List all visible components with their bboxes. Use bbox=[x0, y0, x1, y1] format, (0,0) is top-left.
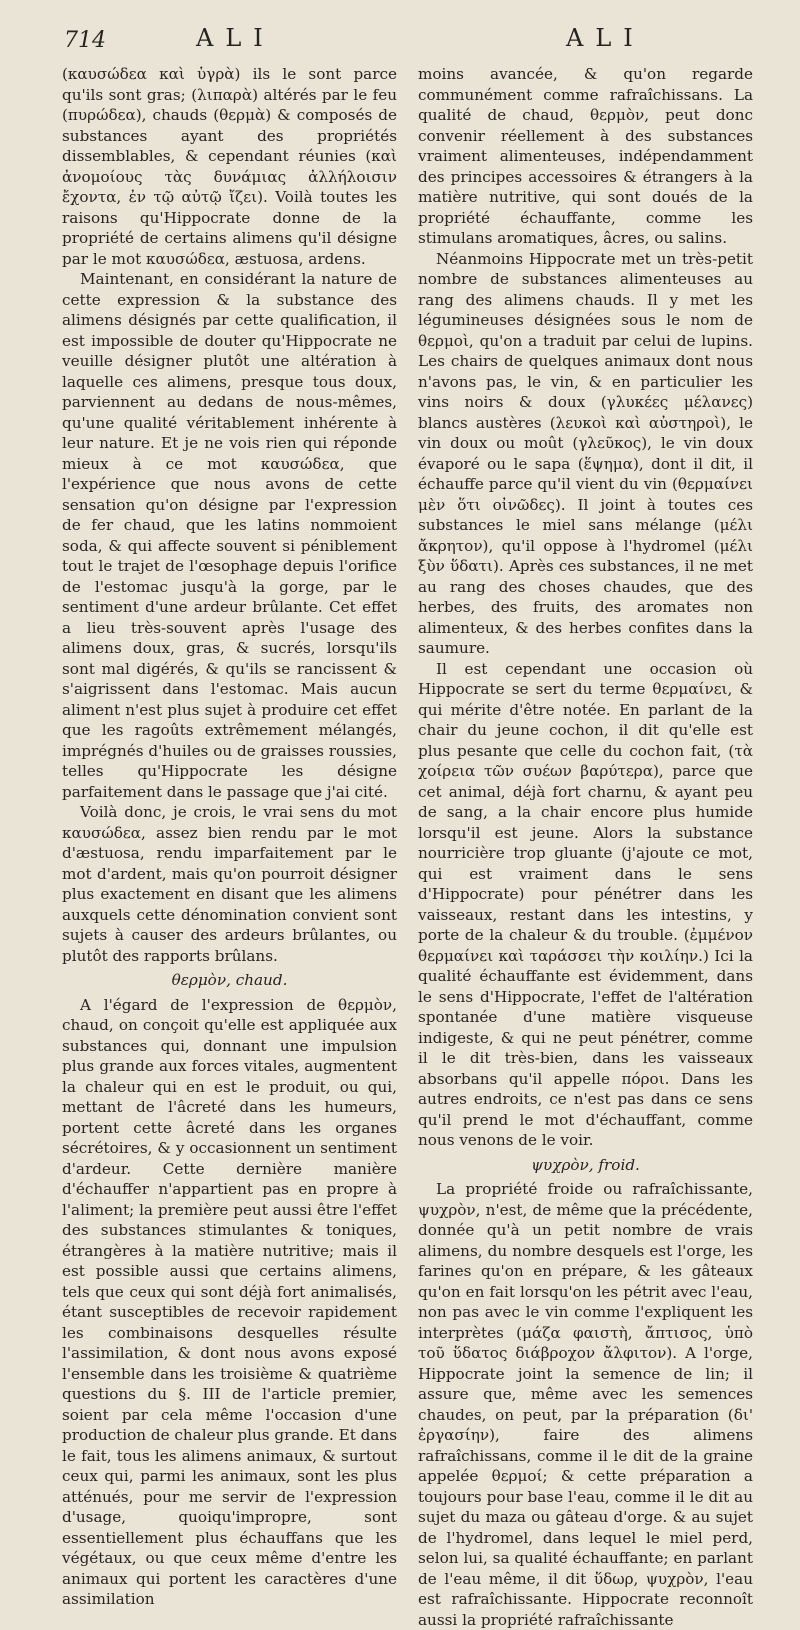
paragraph: La propriété froide ou rafraîchissante, ψυχρὸν, n'est, de même que la précédente, donnée qu'à un petit nombre de vrais alimens, du nombre desquels est l'orge, les farines qu'on en prépare, & les gâteaux qu'on en fait lorsqu'on les pétrit avec l'eau, non pas avec le vin comme l'expliquent les interprètes (μάζα φαιστὴ, ἄπτισος, ὑπὸ τοῦ ὕδατος διάβροχον ἄλφιτον). A l'orge, Hippocrate joint la semence de lin; il assure que, même avec les semences chaudes, on peut, par la préparation (δι' ἐργασίην), faire des alimens rafraîchissans, comme il le dit de la graine appelée θερμοί; & cette préparation a toujours pour base l'eau, comme il le dit au sujet du maza ou gâteau d'orge. & au sujet de l'hydromel, dans lequel le miel perd, selon lui, sa qualité échauffante; en parlant de l'eau même, il dit ὕδωρ, ψυχρὸν, l'eau est rafraîchissante. Hippocrate reconnoît aussi la propriété rafraîchissante bbox=[418, 1180, 753, 1629]
running-head-right: ALI bbox=[566, 24, 645, 52]
page-number: 714 bbox=[64, 28, 106, 53]
right-column bbox=[418, 64, 753, 1630]
left-column bbox=[62, 64, 397, 1610]
running-head-left: ALI bbox=[196, 24, 275, 52]
paragraph: Voilà donc, je crois, le vrai sens du mot καυσώδεα, assez bien rendu par le mot d'æstuosa, rendu imparfaitement par le mot d'ardent, mais qu'on pourroit désigner plus exactement en disant que les alimens auxquels cette dénomination convient sont sujets à causer des ardeurs brûlantes, ou plutôt des rapports brûlans. bbox=[62, 803, 397, 965]
paragraph: A l'égard de l'expression de θερμὸν, chaud, on conçoit qu'elle est appliquée aux substances qui, donnant une impulsion plus grande aux forces vitales, augmentent la chaleur qui en est le produit, ou qui, mettant de l'âcreté dans les humeurs, portent cette âcreté dans les organes sécrétoires, & y occasionnent un sentiment d'ardeur. Cette dernière manière d'échauffer n'appartient pas en propre à l'aliment; la première peut aussi être l'effet des substances stimulantes & toniques, étrangères à la matière nutritive; mais il est possible aussi que certains alimens, tels que ceux qui sont déjà fort animalisés, étant susceptibles de recevoir rapidement les combinaisons desquelles résulte l'assimilation, & dont nous avons exposé l'ensemble dans les troisième & quatrième questions du §. III de l'article premier, soient par cela même l'occasion d'une production de chaleur plus grande. Et dans le fait, tous les alimens animaux, & surtout ceux qui, parmi les animaux, sont les plus atténués, pour me servir de l'expression d'usage, quoiqu'impropre, sont essentiellement plus échauffans que les végétaux, ou que ceux même d'entre les animaux qui portent les caractères d'une assimilation bbox=[62, 995, 397, 1608]
section-subheading: θερμὸν, chaud. bbox=[171, 971, 288, 989]
paragraph: Maintenant, en considérant la nature de cette expression & la substance des alimens désignés par cette qualification, il est impossible de douter qu'Hippocrate ne veuille désigner plutôt une altération à laquelle ces alimens, presque tous doux, parviennent au dedans de nous-mêmes, qu'une qualité véritablement inhérente à leur nature. Et je ne vois rien qui réponde mieux à ce mot καυσώδεα, que l'expérience que nous avons de cette sensation qu'on désigne par l'expression de fer chaud, que les latins nommoient soda, & qui affecte souvent si péniblement tout le trajet de l'œsophage depuis l'orifice de l'estomac jusqu'à la gorge, par le sentiment d'une ardeur brûlante. Cet effet a lieu très-souvent après l'usage des alimens doux, gras, & sucrés, lorsqu'ils sont mal digérés, & qu'ils se rancissent & s'aigrissent dans l'estomac. Mais aucun aliment n'est plus sujet à produire cet effet que les ragoûts extrêmement mélangés, imprégnés d'huiles ou de graisses roussies, telles qu'Hippocrate les désigne parfaitement dans le passage que j'ai cité. bbox=[62, 270, 397, 801]
paragraph: Il est cependant une occasion où Hippocrate se sert du terme θερμαίνει, & qui mérite d'être notée. En parlant de la chair du jeune cochon, il dit qu'elle est plus pesante que celle du cochon fait, (τὰ χοίρεια τῶν συέων βαρύτερα), parce que cet animal, déjà fort charnu, & ayant peu de sang, a la chair encore plus humide lorsqu'il est jeune. Alors la substance nourricière trop gluante (j'ajoute ce mot, qui est vraiment dans le sens d'Hippocrate) pour pénétrer dans les vaisseaux, restant dans les intestins, y porte de la chaleur & du trouble. (ἐμμένον θερμαίνει καὶ ταράσσει τὴν κοιλίην.) Ici la qualité échauffante est évidemment, dans le sens d'Hippocrate, l'effet de l'altération spontanée d'une matière visqueuse indigeste, & qui ne peut pénétrer, comme il le dit très-bien, dans les vaisseaux absorbans qu'il appelle πόροι. Dans les autres endroits, ce n'est pas dans ce sens qu'il prend le mot d'échauffant, comme nous venons de le voir. bbox=[418, 659, 753, 1149]
paragraph: moins avancée, & qu'on regarde communément comme rafraîchissans. La qualité de chaud, θερμὸν, peut donc convenir réellement à des substances vraiment alimenteuses, indépendamment des principes accessoires & étrangers à la matière nutritive, qui sont doués de la propriété échauffante, comme les stimulans aromatiques, âcres, ou salins. bbox=[418, 65, 753, 247]
section-subheading: ψυχρὸν, froid. bbox=[531, 1155, 640, 1174]
paragraph: Néanmoins Hippocrate met un très-petit nombre de substances alimenteuses au rang des alimens chauds. Il y met les légumineuses désignées sous le nom de θερμοὶ, qu'on a traduit par celui de lupins. Les chairs de quelques animaux dont nous n'avons pas, le vin, & en particulier les vins noirs & doux (γλυκέες μέλανες) blancs austères (λευκοὶ καὶ αὐστηροὶ), le vin doux ou moût (γλεῦκος), le vin doux évaporé ou le sapa (ἕψημα), dont il dit, il échauffe parce qu'il vient du vin (θερμαίνει μὲν ὅτι οἰνῶδες). Il joint à toutes ces substances le miel sans mélange (μέλι ἄκρητον), qu'il oppose à l'hydromel (μέλι ξὺν ὕδατι). Après ces substances, il ne met au rang des choses chaudes, que des herbes, des fruits, des aromates non alimenteux, & des herbes confites dans la saumure. bbox=[418, 249, 753, 657]
paragraph: (καυσώδεα καὶ ὑγρὰ) ils le sont parce qu'ils sont gras; (λιπαρὰ) altérés par le feu (πυρώδεα), chauds (θερμὰ) & composés de substances ayant des propriétés dissemblables, & cependant réunies (καὶ ἀνομοίους τὰς δυνάμιας ἀλλήλοισιν ἔχοντα, ἐν τῷ αὐτῷ ἴζει). Voilà toutes les raisons qu'Hippocrate donne de la propriété de certains alimens qu'il désigne par le mot καυσώδεα, æstuosa, ardens. bbox=[62, 65, 397, 268]
page-header bbox=[0, 24, 800, 60]
